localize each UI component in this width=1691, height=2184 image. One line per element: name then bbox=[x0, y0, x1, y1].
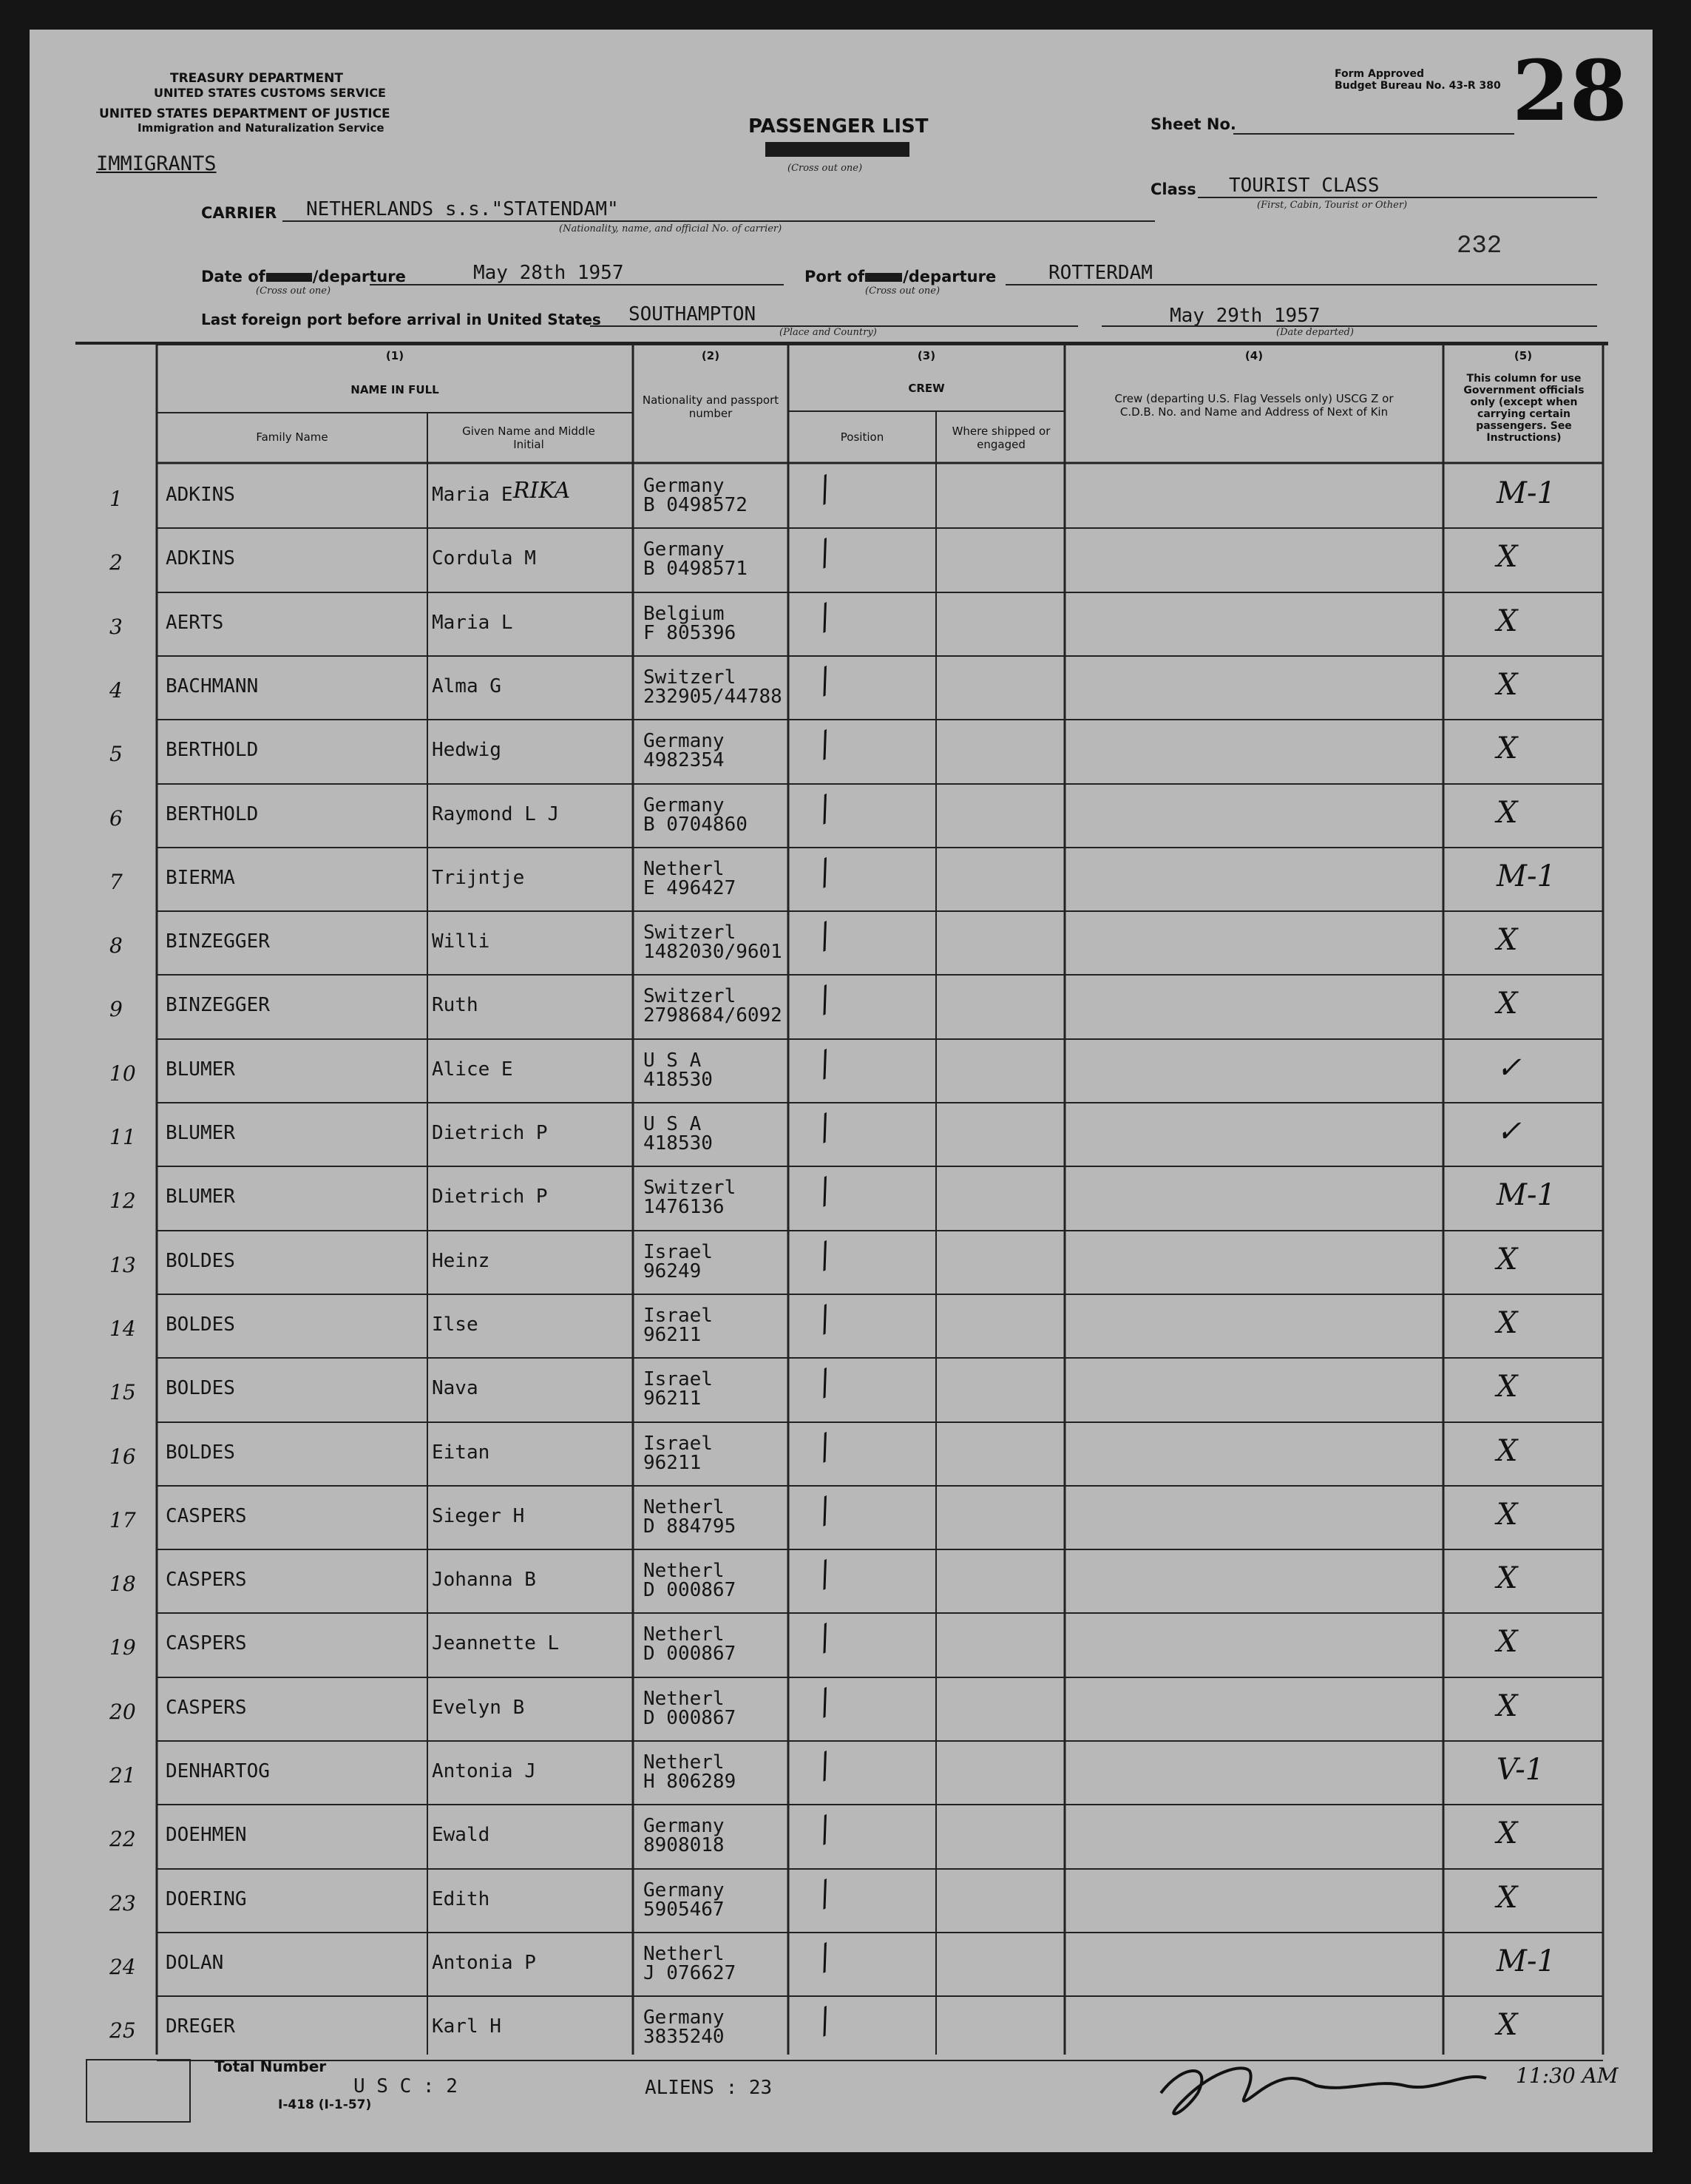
position-tick: / bbox=[811, 1108, 838, 1147]
family-name: DOLAN bbox=[166, 1952, 224, 1974]
nationality: Switzerl bbox=[643, 1177, 736, 1199]
crew-header: CREW bbox=[908, 382, 945, 395]
date-cross-note: (Cross out one) bbox=[256, 285, 331, 297]
given-name-handwritten: RIKA bbox=[512, 478, 571, 504]
page-number: 28 bbox=[1512, 43, 1627, 140]
row-number: 25 bbox=[109, 2018, 136, 2043]
given-name: Trijntje bbox=[432, 867, 525, 889]
official-mark: M-1 bbox=[1497, 859, 1556, 893]
col4-number: (4) bbox=[1244, 349, 1264, 362]
row-number: 24 bbox=[109, 1955, 136, 1979]
nationality: Germany bbox=[643, 475, 725, 497]
official-mark: X bbox=[1497, 731, 1518, 765]
where-shipped-header: Where shipped or engaged bbox=[952, 425, 1051, 451]
class-label: Class bbox=[1151, 180, 1196, 198]
row-number: 1 bbox=[109, 487, 123, 511]
position-tick: / bbox=[811, 1555, 838, 1594]
passport-number: D 000867 bbox=[643, 1643, 736, 1665]
given-name: Willi bbox=[432, 930, 490, 953]
family-name: BINZEGGER bbox=[166, 994, 270, 1016]
given-name: Alice E bbox=[432, 1058, 513, 1081]
given-name: Dietrich P bbox=[432, 1186, 548, 1208]
row-number: 10 bbox=[109, 1061, 136, 1086]
family-name: BLUMER bbox=[166, 1058, 235, 1081]
given-name: Antonia P bbox=[432, 1952, 536, 1974]
port-label: Port of /departure bbox=[804, 268, 997, 285]
official-mark: X bbox=[1497, 796, 1518, 830]
place-note: (Place and Country) bbox=[779, 327, 877, 338]
position-header: Position bbox=[840, 430, 884, 444]
official-mark: M-1 bbox=[1497, 1944, 1556, 1978]
family-name: ADKINS bbox=[166, 547, 235, 569]
carrier-label: CARRIER bbox=[201, 204, 277, 222]
passport-number: D 000867 bbox=[643, 1579, 736, 1601]
date-value: May 28th 1957 bbox=[473, 262, 624, 284]
nationality: Germany bbox=[643, 730, 725, 752]
position-tick: / bbox=[811, 598, 838, 637]
family-name: BERTHOLD bbox=[166, 739, 259, 761]
given-name: Maria L bbox=[432, 612, 513, 634]
position-tick: / bbox=[811, 533, 838, 572]
last-port-label: Last foreign port before arrival in United States bbox=[201, 311, 601, 328]
row-number: 6 bbox=[109, 806, 123, 831]
passport-number: B 0704860 bbox=[643, 814, 748, 836]
customs-service: UNITED STATES CUSTOMS SERVICE bbox=[154, 86, 386, 100]
position-tick: / bbox=[811, 1938, 838, 1977]
given-name-header: Given Name and Middle Initial bbox=[462, 425, 595, 451]
passport-number: D 000867 bbox=[643, 1707, 736, 1729]
family-name: BOLDES bbox=[166, 1314, 235, 1336]
given-name: Evelyn B bbox=[432, 1697, 525, 1719]
position-tick: / bbox=[811, 1491, 838, 1530]
nationality-header: Nationality and passport number bbox=[642, 393, 779, 420]
sheet-no-label: Sheet No. bbox=[1151, 115, 1236, 133]
nationality: Netherl bbox=[643, 1560, 725, 1582]
date-label: Date of /departure bbox=[201, 268, 406, 285]
given-name: Ruth bbox=[432, 994, 478, 1016]
nationality: Netherl bbox=[643, 1943, 725, 1965]
passport-number: 8908018 bbox=[643, 1834, 725, 1856]
last-port-value: SOUTHAMPTON bbox=[628, 303, 756, 325]
row-number: 20 bbox=[109, 1700, 136, 1724]
family-name: ADKINS bbox=[166, 484, 235, 506]
passport-number: F 805396 bbox=[643, 622, 736, 644]
position-tick: / bbox=[811, 1299, 838, 1339]
nationality: Switzerl bbox=[643, 922, 736, 944]
row-number: 7 bbox=[109, 870, 123, 894]
row-number: 13 bbox=[109, 1253, 136, 1277]
nationality: Israel bbox=[643, 1241, 713, 1263]
family-name: DENHARTOG bbox=[166, 1760, 270, 1782]
passport-number: 3835240 bbox=[643, 2026, 725, 2048]
date-departed-note: (Date departed) bbox=[1276, 327, 1354, 338]
passport-number: 96211 bbox=[643, 1324, 702, 1346]
passport-number: E 496427 bbox=[643, 877, 736, 899]
given-name: Edith bbox=[432, 1888, 490, 1910]
official-mark: X bbox=[1497, 1689, 1518, 1723]
given-name: Ilse bbox=[432, 1314, 478, 1336]
passport-number: 5905467 bbox=[643, 1899, 725, 1921]
passport-number: 4982354 bbox=[643, 749, 725, 771]
official-mark: V-1 bbox=[1497, 1753, 1545, 1787]
position-tick: / bbox=[811, 789, 838, 828]
given-name: Maria E bbox=[432, 484, 513, 506]
col2-number: (2) bbox=[701, 349, 720, 362]
official-mark: X bbox=[1497, 1243, 1518, 1277]
row-number: 22 bbox=[109, 1827, 136, 1851]
usc-count: U S C : 2 bbox=[353, 2075, 458, 2097]
nationality: Switzerl bbox=[643, 985, 736, 1007]
passport-number: 96211 bbox=[643, 1452, 702, 1474]
class-note: (First, Cabin, Tourist or Other) bbox=[1257, 200, 1408, 211]
official-mark: X bbox=[1497, 540, 1518, 574]
official-mark: X bbox=[1497, 1625, 1518, 1659]
class-value: TOURIST CLASS bbox=[1229, 175, 1380, 197]
form-approved: Form Approved bbox=[1335, 68, 1425, 80]
given-name: Nava bbox=[432, 1377, 478, 1399]
official-mark: X bbox=[1497, 987, 1518, 1021]
nationality: Switzerl bbox=[643, 666, 736, 689]
nationality: Germany bbox=[643, 794, 725, 817]
passport-number: H 806289 bbox=[643, 1771, 736, 1793]
nationality: Netherl bbox=[643, 1688, 725, 1710]
govt-note-header: This column for use Government officials only (except when carrying certain passengers. See Instructions) bbox=[1463, 373, 1585, 444]
stamp-number: 232 bbox=[1457, 232, 1502, 260]
cross-out-note: (Cross out one) bbox=[787, 163, 863, 174]
position-tick: / bbox=[811, 725, 838, 764]
nationality: Netherl bbox=[643, 1751, 725, 1774]
nationality: Netherl bbox=[643, 858, 725, 880]
position-tick: / bbox=[811, 1618, 838, 1657]
official-mark: X bbox=[1497, 668, 1518, 702]
passport-number: 418530 bbox=[643, 1069, 713, 1091]
given-name: Johanna B bbox=[432, 1569, 536, 1591]
passport-number: 96211 bbox=[643, 1387, 702, 1410]
passport-number: 232905/44788 bbox=[643, 686, 782, 708]
row-number: 2 bbox=[109, 550, 123, 575]
row-number: 12 bbox=[109, 1189, 136, 1213]
immigrants-label: IMMIGRANTS bbox=[96, 152, 217, 175]
passport-number: 2798684/6092 bbox=[643, 1004, 782, 1027]
family-name: CASPERS bbox=[166, 1632, 247, 1654]
position-tick: / bbox=[811, 1874, 838, 1913]
position-tick: / bbox=[811, 1172, 838, 1211]
passport-number: 1476136 bbox=[643, 1196, 725, 1218]
nationality: Germany bbox=[643, 2006, 725, 2029]
position-tick: / bbox=[811, 1236, 838, 1275]
passport-number: 418530 bbox=[643, 1132, 713, 1154]
given-name: Cordula M bbox=[432, 547, 536, 569]
ins-label: Immigration and Naturalization Service bbox=[138, 121, 384, 135]
crew-note-header: Crew (departing U.S. Flag Vessels only) USCG Z or C.D.B. No. and Name and Address of Next of Kin bbox=[1114, 392, 1394, 419]
position-tick: / bbox=[811, 1810, 838, 1849]
nationality: Israel bbox=[643, 1368, 713, 1390]
official-mark: ✓ bbox=[1497, 1051, 1522, 1085]
position-tick: / bbox=[811, 1044, 838, 1083]
official-mark: X bbox=[1497, 1370, 1518, 1404]
family-name: DOEHMEN bbox=[166, 1824, 247, 1846]
family-name: BLUMER bbox=[166, 1122, 235, 1144]
given-name: Eitan bbox=[432, 1441, 490, 1464]
passport-number: 1482030/9601 bbox=[643, 941, 782, 963]
justice-dept: UNITED STATES DEPARTMENT OF JUSTICE bbox=[99, 107, 390, 121]
nationality: U S A bbox=[643, 1113, 702, 1135]
given-name: Sieger H bbox=[432, 1505, 525, 1527]
name-in-full-header: NAME IN FULL bbox=[350, 383, 439, 396]
signature-time: 11:30 AM bbox=[1516, 2063, 1619, 2088]
family-name: CASPERS bbox=[166, 1697, 247, 1719]
family-name: BOLDES bbox=[166, 1377, 235, 1399]
nationality: Germany bbox=[643, 1879, 725, 1901]
position-tick: / bbox=[811, 1683, 838, 1722]
passport-number: B 0498572 bbox=[643, 494, 748, 516]
given-name: Karl H bbox=[432, 2015, 501, 2038]
list-title: PASSENGER LIST bbox=[748, 115, 929, 138]
family-name: BACHMANN bbox=[166, 675, 259, 697]
given-name: Hedwig bbox=[432, 739, 501, 761]
passport-number: B 0498571 bbox=[643, 558, 748, 580]
row-number: 9 bbox=[109, 997, 123, 1021]
row-number: 21 bbox=[109, 1763, 136, 1788]
nationality: Israel bbox=[643, 1305, 713, 1327]
family-name: AERTS bbox=[166, 612, 224, 634]
family-name: DREGER bbox=[166, 2015, 235, 2038]
nationality: U S A bbox=[643, 1049, 702, 1072]
row-number: 18 bbox=[109, 1572, 136, 1596]
position-tick: / bbox=[811, 980, 838, 1019]
budget-bureau: Budget Bureau No. 43-R 380 bbox=[1335, 80, 1501, 92]
row-number: 3 bbox=[109, 615, 123, 639]
row-number: 19 bbox=[109, 1635, 136, 1660]
position-tick: / bbox=[811, 2001, 838, 2041]
total-label: Total Number bbox=[214, 2058, 327, 2075]
form-number: I-418 (I-1-57) bbox=[278, 2097, 372, 2112]
official-mark: X bbox=[1497, 1561, 1518, 1595]
official-mark: X bbox=[1497, 1498, 1518, 1532]
family-name: BOLDES bbox=[166, 1250, 235, 1272]
given-name: Heinz bbox=[432, 1250, 490, 1272]
nationality: Netherl bbox=[643, 1623, 725, 1646]
row-number: 5 bbox=[109, 742, 123, 766]
row-number: 15 bbox=[109, 1380, 136, 1404]
family-name: DOERING bbox=[166, 1888, 247, 1910]
official-mark: X bbox=[1497, 2008, 1518, 2042]
row-number: 23 bbox=[109, 1891, 136, 1916]
treasury-dept: TREASURY DEPARTMENT bbox=[170, 71, 343, 86]
given-name: Ewald bbox=[432, 1824, 490, 1846]
port-cross-note: (Cross out one) bbox=[865, 285, 941, 297]
official-mark: X bbox=[1497, 1881, 1518, 1915]
passport-number: D 884795 bbox=[643, 1515, 736, 1538]
nationality: Israel bbox=[643, 1433, 713, 1455]
official-mark: M-1 bbox=[1497, 476, 1556, 510]
given-name: Alma G bbox=[432, 675, 501, 697]
carrier-note: (Nationality, name, and official No. of carrier) bbox=[559, 223, 782, 234]
position-tick: / bbox=[811, 916, 838, 956]
nationality: Germany bbox=[643, 1815, 725, 1837]
passport-number: 96249 bbox=[643, 1260, 702, 1282]
given-name: Antonia J bbox=[432, 1760, 536, 1782]
official-mark: X bbox=[1497, 923, 1518, 957]
col3-number: (3) bbox=[917, 349, 936, 362]
official-mark: X bbox=[1497, 1306, 1518, 1340]
carrier-value: NETHERLANDS s.s."STATENDAM" bbox=[306, 198, 619, 220]
official-mark: M-1 bbox=[1497, 1178, 1556, 1212]
row-number: 14 bbox=[109, 1316, 136, 1341]
departed-value: May 29th 1957 bbox=[1170, 305, 1321, 327]
nationality: Germany bbox=[643, 538, 725, 561]
row-number: 8 bbox=[109, 933, 123, 958]
family-name: BIERMA bbox=[166, 867, 235, 889]
position-tick: / bbox=[811, 853, 838, 892]
nationality: Belgium bbox=[643, 603, 725, 625]
official-mark: X bbox=[1497, 1434, 1518, 1468]
family-name: CASPERS bbox=[166, 1569, 247, 1591]
family-name: BERTHOLD bbox=[166, 803, 259, 825]
official-mark: ✓ bbox=[1497, 1115, 1522, 1149]
family-name: BLUMER bbox=[166, 1186, 235, 1208]
position-tick: / bbox=[811, 661, 838, 700]
position-tick: / bbox=[811, 1746, 838, 1785]
nationality: Netherl bbox=[643, 1496, 725, 1518]
row-number: 11 bbox=[109, 1125, 136, 1149]
official-mark: X bbox=[1497, 1816, 1518, 1850]
given-name: Dietrich P bbox=[432, 1122, 548, 1144]
port-value: ROTTERDAM bbox=[1048, 262, 1153, 284]
official-mark: X bbox=[1497, 604, 1518, 638]
position-tick: / bbox=[811, 1427, 838, 1467]
family-name: BINZEGGER bbox=[166, 930, 270, 953]
col1-number: (1) bbox=[385, 349, 404, 362]
position-tick: / bbox=[811, 1363, 838, 1402]
row-number: 16 bbox=[109, 1444, 136, 1469]
row-number: 4 bbox=[109, 678, 123, 703]
position-tick: / bbox=[811, 470, 838, 509]
aliens-count: ALIENS : 23 bbox=[645, 2077, 773, 2099]
given-name: Jeannette L bbox=[432, 1632, 560, 1654]
family-name: CASPERS bbox=[166, 1505, 247, 1527]
given-name: Raymond L J bbox=[432, 803, 560, 825]
row-number: 17 bbox=[109, 1508, 136, 1532]
passport-number: J 076627 bbox=[643, 1962, 736, 1984]
family-name-header: Family Name bbox=[256, 430, 328, 444]
family-name: BOLDES bbox=[166, 1441, 235, 1464]
col5-number: (5) bbox=[1514, 349, 1533, 362]
